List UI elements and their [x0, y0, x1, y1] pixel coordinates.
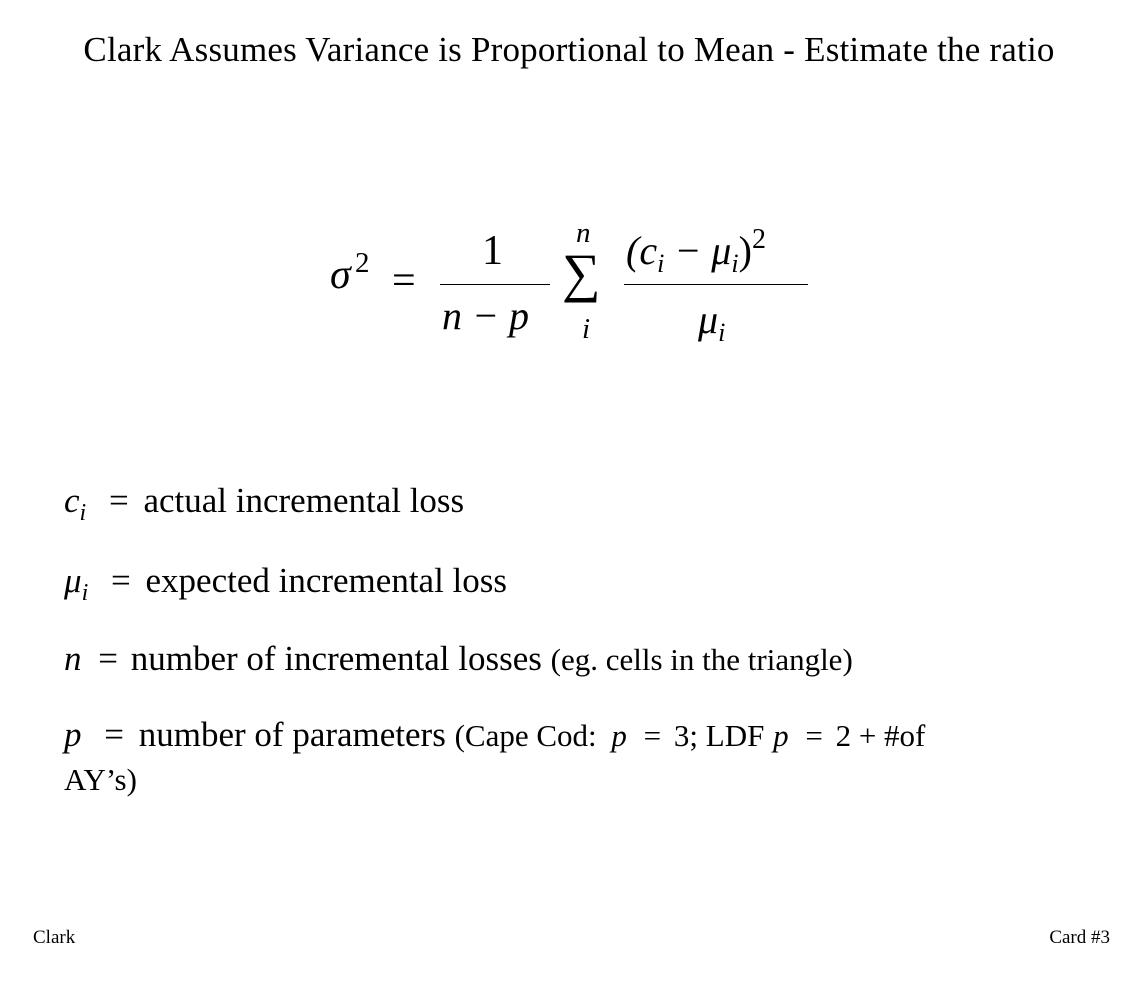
formula-numerator-one: 1: [482, 228, 503, 274]
def-p-continuation-text: AY’s): [64, 762, 137, 797]
formula-denominator-n-minus-p: n − p: [442, 293, 529, 338]
def-n-symbol: n: [64, 639, 82, 678]
formula-sigma: σ: [330, 252, 351, 298]
def-p-text: number of parameters: [138, 715, 446, 754]
def-p-eq2: =: [805, 718, 823, 753]
footer-card-number: Card #3: [1049, 927, 1110, 948]
definition-mu: [64, 560, 507, 606]
def-mu-symbol: μ: [64, 561, 82, 600]
formula-den-mu: μ: [698, 297, 719, 342]
formula-denominator-mu: [698, 296, 725, 349]
def-n-text: number of incremental losses: [130, 639, 542, 678]
formula-den-sub: i: [718, 318, 726, 347]
def-p-p2: p: [773, 718, 789, 753]
formula-sum-upper: n: [576, 217, 591, 249]
def-mu-text: expected incremental loss: [145, 561, 508, 600]
formula-num-sub2: i: [731, 249, 739, 278]
def-p-symbol: p: [64, 715, 82, 754]
formula-num-open: (c: [626, 228, 658, 273]
def-p-v2: 2 + #of: [835, 718, 926, 753]
definition-n: [64, 638, 853, 681]
def-c-equals: =: [108, 481, 129, 520]
formula-equals: =: [392, 258, 416, 304]
def-c-sub: i: [79, 500, 87, 526]
def-p-p1: p: [611, 718, 627, 753]
formula-num-power: 2: [751, 224, 766, 255]
formula-sum-lower: i: [582, 313, 591, 345]
formula-fraction-bar-right: [624, 284, 808, 285]
formula-numerator-right: [626, 226, 766, 281]
def-c-text: actual incremental loss: [143, 481, 465, 520]
definition-c: [64, 480, 464, 526]
formula-sum-symbol: ∑: [562, 243, 601, 303]
def-p-equals: =: [104, 715, 124, 754]
def-p-paren-start: (Cape Cod:: [454, 718, 597, 753]
formula-num-sub1: i: [657, 249, 665, 278]
definition-p: [64, 714, 925, 757]
definition-p-continuation: [64, 758, 137, 801]
def-p-v1: 3; LDF: [673, 718, 765, 753]
def-mu-equals: =: [111, 561, 131, 600]
formula-fraction-bar-left: [440, 284, 550, 285]
formula-sigma-power: 2: [355, 247, 370, 279]
def-mu-sub: i: [81, 580, 89, 606]
def-n-paren: (eg. cells in the triangle): [550, 642, 853, 677]
def-n-equals: =: [98, 639, 118, 678]
footer-left-label: Clark: [33, 927, 76, 948]
formula-num-close: ): [738, 228, 752, 273]
def-p-eq1: =: [643, 718, 662, 753]
variance-formula: [300, 200, 840, 370]
formula-num-mid: − μ: [664, 228, 732, 273]
card-title: Clark Assumes Variance is Proportional to Mean - Estimate the ratio: [83, 30, 1055, 69]
def-c-symbol: c: [64, 481, 80, 520]
